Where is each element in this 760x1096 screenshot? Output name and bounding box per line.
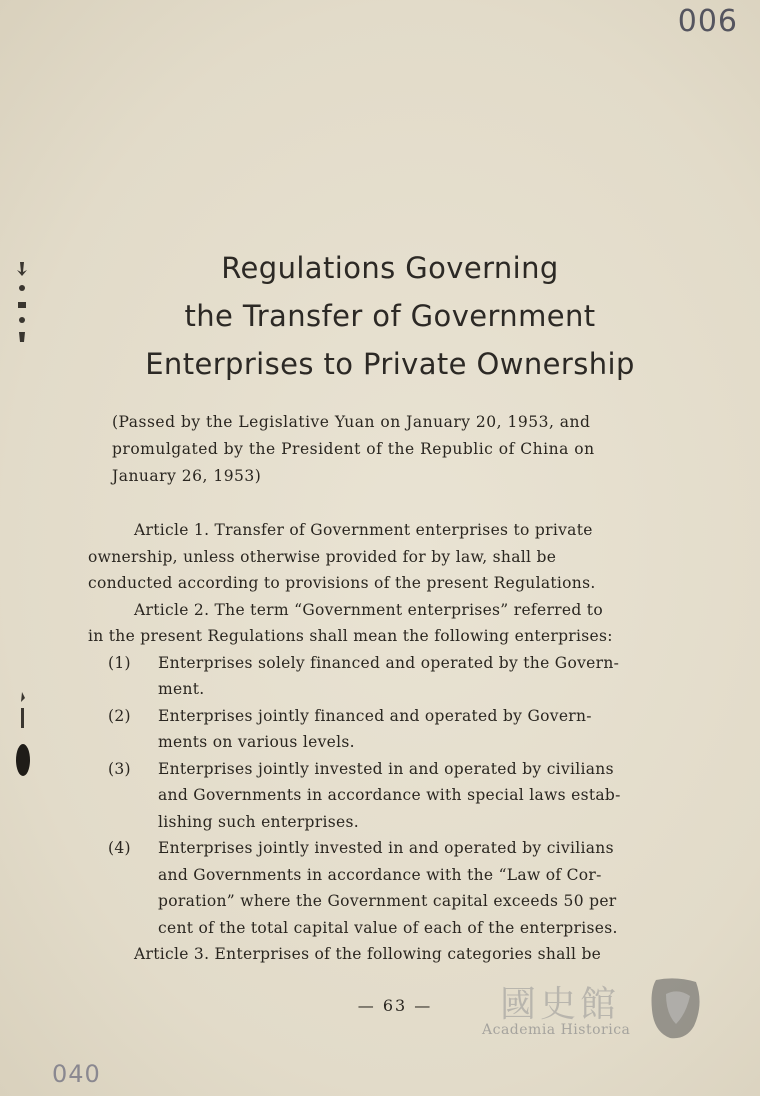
regulation-body: [88, 517, 700, 968]
passage-line: promulgated by the President of the Republic of China on: [112, 440, 595, 458]
item-line: Enterprises jointly invested in and operated by civilians: [158, 839, 614, 857]
item-line: poration” where the Government capital exceeds 50 per: [158, 892, 617, 910]
passage-note: [112, 409, 702, 490]
item-line: Enterprises jointly financed and operated by Govern-: [158, 706, 592, 725]
item-line: Enterprises solely financed and operated by the Govern-: [158, 653, 620, 672]
item-line: and Governments in accordance with special laws estab-: [158, 786, 621, 804]
article-1-line: conducted according to provisions of the present Regulations.: [88, 574, 596, 592]
article-1-line: ownership, unless otherwise provided for by law, shall be: [88, 547, 557, 566]
article-2-line: in the present Regulations shall mean the following enterprises:: [88, 627, 613, 645]
item-line: lishing such enterprises.: [158, 812, 359, 831]
item-line: Enterprises jointly invested in and operated by civilians: [158, 759, 614, 778]
passage-line: January 26, 1953): [112, 467, 262, 485]
item-line: and Governments in accordance with the “Law of Cor-: [158, 865, 602, 884]
article-1-line: Article 1. Transfer of Government enterprises to private: [134, 521, 593, 539]
enterprise-item-1: [88, 650, 700, 703]
article-2-line: Article 2. The term “Government enterprises” referred to: [134, 600, 603, 619]
item-line: ment.: [158, 680, 205, 698]
article-3-line: Article 3. Enterprises of the following categories shall be: [134, 945, 602, 963]
item-line: ments on various levels.: [158, 733, 355, 751]
title-line: Regulations Governing: [221, 251, 559, 285]
item-number: (1): [108, 653, 131, 672]
item-number: (4): [108, 839, 131, 857]
item-number: (3): [108, 759, 131, 778]
archive-folio-stamp: 040: [52, 1060, 101, 1088]
archive-number-stamp: 006: [677, 4, 738, 39]
binding-hole-marks-bottom: [10, 690, 36, 790]
binding-hole-marks-top: [10, 258, 34, 348]
item-number: (2): [108, 706, 131, 725]
watermark-emblem-icon: [646, 974, 708, 1042]
enterprise-item-3: [88, 756, 700, 836]
enterprise-item-4: [88, 835, 700, 941]
title-line: the Transfer of Government: [184, 299, 596, 333]
enterprise-item-2: [88, 703, 700, 756]
passage-line: (Passed by the Legislative Yuan on January 20, 1953, and: [112, 413, 591, 431]
watermark-english: Academia Historica: [482, 1022, 631, 1038]
watermark-chinese: 國史館: [500, 984, 621, 1025]
academia-historica-watermark: [474, 974, 714, 1044]
title-line: Enterprises to Private Ownership: [145, 347, 635, 381]
page-number: — 63 —: [357, 996, 433, 1015]
item-line: cent of the total capital value of each of the enterprises.: [158, 918, 618, 937]
document-title: [60, 244, 720, 388]
